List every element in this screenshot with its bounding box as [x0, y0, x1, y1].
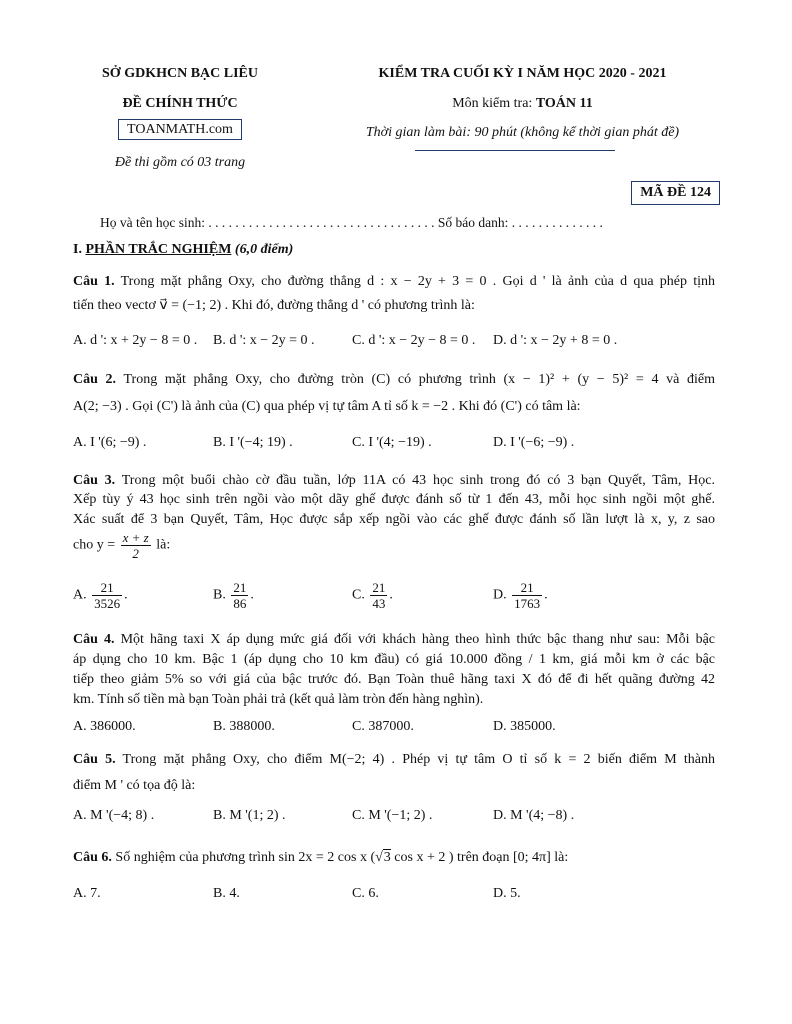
q3-option-a-den: 3526 — [94, 596, 121, 611]
question-3-line-4 — [73, 530, 170, 561]
header-underline — [415, 150, 615, 151]
question-3-line-1 — [73, 471, 715, 491]
q4-option-c[interactable]: C. 387000. — [352, 719, 414, 734]
q6-option-d[interactable]: D. 5. — [493, 886, 521, 901]
pages-note: Đề thi gồm có 03 trang — [114, 155, 246, 170]
sqrt-symbol-icon: √ — [375, 850, 383, 865]
q3-option-c-num: 21 — [372, 580, 386, 595]
question-5-text-1: Trong mặt phẳng Oxy, cho điểm M(−2; 4) . Phép vị tự tâm O tỉ số k = 2 biến điểm M thành — [115, 752, 715, 767]
q3-option-b-den: 86 — [233, 596, 247, 611]
site-badge: TOANMATH.com — [118, 119, 242, 140]
q3-option-c[interactable]: C. $\frac{21}{43}$ . — [352, 580, 393, 611]
q3-option-a-letter: A. — [73, 587, 87, 603]
section-title — [73, 242, 293, 258]
question-2-line-1 — [73, 370, 715, 390]
question-2-text-1: Trong mặt phẳng Oxy, cho đường tròn (C) có phương trình (x − 1)² + (y − 5)² = 4 và điểm — [116, 372, 715, 387]
q3-option-a[interactable]: A. $\frac{21}{3526}$ . — [73, 580, 128, 611]
q5-option-c[interactable]: C. M '(−1; 2) . — [352, 808, 433, 823]
student-info-line: Họ và tên học sinh: . . . . . . . . . . . . . . . . . . . . . . . . . . . . . . . . . . Số báo danh: . . . . . . . . . . . . . . — [100, 215, 603, 230]
question-3-line-3: Xác suất để 3 bạn Quyết, Tâm, Học được sắp xếp ngồi vào các ghế được đánh số lần lượt là x, y, z sao — [73, 512, 715, 527]
question-3-line-2: Xếp tùy ý 43 học sinh trên ngồi vào một dãy ghế được đánh số từ 1 đến 43, mỗi học sinh ngồi một ghế. — [73, 492, 715, 507]
official-label: ĐỀ CHÍNH THỨC — [122, 96, 238, 111]
section-points: (6,0 điểm) — [231, 242, 294, 257]
question-6-text-1: Số nghiệm của phương trình sin 2x = 2 cos x ( — [111, 850, 376, 865]
question-1-label: Câu 1. — [73, 274, 115, 289]
section-heading: PHẦN TRẮC NGHIỆM — [85, 242, 232, 257]
q3-option-d-den: 1763 — [514, 596, 541, 611]
department-name: SỞ GDKHCN BẠC LIÊU — [102, 66, 258, 81]
q2-option-a[interactable]: A. I '(6; −9) . — [73, 435, 147, 450]
question-4-line-2: áp dụng cho 10 km. Bậc 1 (áp dụng cho 10 km đầu) có giá 10.000 đồng / 1 km, giá mỗi km ở các bậc — [73, 652, 715, 667]
question-6-label: Câu 6. — [73, 850, 112, 865]
q3-option-c-letter: C. — [352, 587, 365, 603]
q2-option-c[interactable]: C. I '(4; −19) . — [352, 435, 432, 450]
q1-option-b[interactable]: B. d ': x − 2y = 0 . — [213, 333, 315, 348]
q4-option-b[interactable]: B. 388000. — [213, 719, 275, 734]
subject-prefix: Môn kiểm tra: — [452, 96, 536, 111]
question-6-sqrt-value: 3 — [383, 850, 391, 865]
question-4-label: Câu 4. — [73, 632, 115, 647]
question-3-text-4-end: là: — [152, 537, 171, 553]
question-1-text-1: Trong mặt phẳng Oxy, cho đường thẳng d : x − 2y + 3 = 0 . Gọi d ' là ảnh của d qua phép tịnh — [114, 274, 715, 289]
q5-option-b[interactable]: B. M '(1; 2) . — [213, 808, 286, 823]
q3-option-b[interactable]: B. $\frac{21}{86}$ . — [213, 580, 254, 611]
question-3-text-1: Trong một buổi chào cờ đầu tuần, lớp 11A có 43 học sinh trong đó có 3 bạn Quyết, Tâm, Học. — [115, 473, 715, 488]
q3-option-a-num: 21 — [92, 580, 122, 596]
q3-option-d[interactable]: D. $\frac{21}{1763}$ . — [493, 580, 548, 611]
question-3-label: Câu 3. — [73, 473, 116, 488]
question-1-line-2: tiến theo vectơ v⃗ = (−1; 2) . Khi đó, đường thẳng d ' có phương trình là: — [73, 298, 475, 313]
q3-option-d-num: 21 — [512, 580, 542, 596]
q2-option-d[interactable]: D. I '(−6; −9) . — [493, 435, 575, 450]
exam-code-box: MÃ ĐỀ 124 — [631, 181, 720, 205]
q3-option-d-letter: D. — [493, 587, 507, 603]
question-5-label: Câu 5. — [73, 752, 116, 767]
q3-fraction-numerator: x + z — [122, 530, 149, 545]
q4-option-d[interactable]: D. 385000. — [493, 719, 556, 734]
q3-fraction-denominator: 2 — [132, 546, 139, 561]
section-prefix: I. — [73, 242, 86, 257]
question-5-line-2: điểm M ' có tọa độ là: — [73, 778, 196, 793]
q1-option-c[interactable]: C. d ': x − 2y − 8 = 0 . — [352, 333, 476, 348]
q4-option-a[interactable]: A. 386000. — [73, 719, 136, 734]
question-1-line-1 — [73, 272, 715, 292]
q3-option-b-letter: B. — [213, 587, 226, 603]
q3-option-b-num: 21 — [233, 580, 247, 595]
question-4-text-1: Một hãng taxi X áp dụng mức giá đối với khách hàng theo hình thức bậc thang như sau: Mỗi bậc — [114, 632, 716, 647]
question-4-line-1 — [73, 630, 715, 650]
q3-option-c-den: 43 — [372, 596, 386, 611]
question-4-line-3: tiếp theo giảm 5% so với giá của bậc trước đó. Bạn Toàn thuê hãng taxi X đó để đi hết quãng đường 42 — [73, 672, 715, 687]
q1-option-a[interactable]: A. d ': x + 2y − 8 = 0 . — [73, 333, 198, 348]
q6-option-a[interactable]: A. 7. — [73, 886, 101, 901]
q6-option-b[interactable]: B. 4. — [213, 886, 240, 901]
exam-title: KIỂM TRA CUỐI KỲ I NĂM HỌC 2020 - 2021 — [378, 66, 667, 81]
question-6-line-1 — [73, 848, 715, 868]
question-5-line-1 — [73, 750, 715, 770]
question-2-line-2: A(2; −3) . Gọi (C') là ảnh của (C) qua phép vị tự tâm A tỉ số k = −2 . Khi đó (C') có tâm là: — [73, 399, 581, 414]
q5-option-d[interactable]: D. M '(4; −8) . — [493, 808, 575, 823]
question-4-line-4: km. Tính số tiền mà bạn Toàn phải trả (kết quả làm tròn đến hàng nghìn). — [73, 692, 484, 707]
question-2-label: Câu 2. — [73, 372, 117, 387]
subject-line — [320, 96, 725, 112]
question-6-text-1-end: cos x + 2 ) trên đoạn [0; 4π] là: — [390, 850, 569, 865]
time-note: Thời gian làm bài: 90 phút (không kể thời gian phát đề) — [365, 125, 680, 140]
q2-option-b[interactable]: B. I '(−4; 19) . — [213, 435, 293, 450]
q1-option-d[interactable]: D. d ': x − 2y + 8 = 0 . — [493, 333, 618, 348]
question-3-text-4: cho y = — [73, 537, 119, 553]
subject-name: TOÁN 11 — [535, 96, 593, 111]
q5-option-a[interactable]: A. M '(−4; 8) . — [73, 808, 155, 823]
q6-option-c[interactable]: C. 6. — [352, 886, 379, 901]
